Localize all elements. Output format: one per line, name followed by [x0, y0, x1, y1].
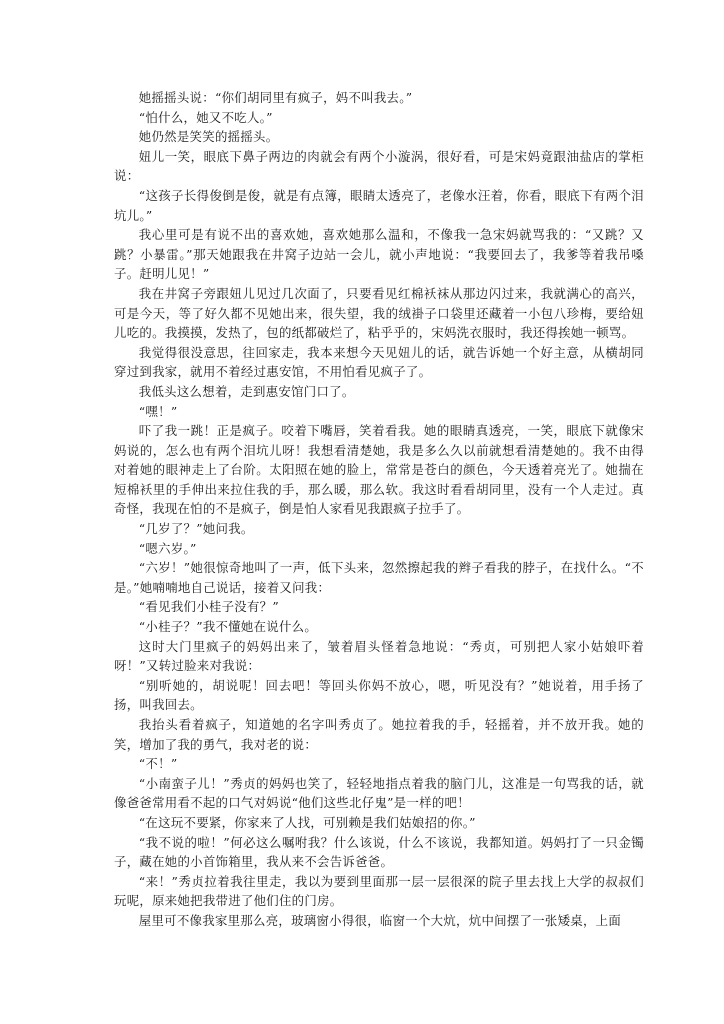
paragraph: “小南蛮子儿！”秀贞的妈妈也笑了，轻轻地指点着我的脑门儿，这准是一句骂我的话，就像爸爸常用看不起的口气对妈说“他们这些北仔鬼”是一样的吧！ — [114, 775, 644, 811]
paragraph: 她仍然是笑笑的摇摇头。 — [138, 129, 279, 145]
paragraph: 我低头这么想着，走到惠安馆门口了。 — [138, 383, 355, 399]
paragraph: “嗯六岁。” — [138, 540, 197, 556]
paragraph: 这时大门里疯子的妈妈出来了，皱着眉头怪着急地说：“秀贞，可别把人家小姑娘吓着呀！”又转过脸来对我说： — [114, 638, 644, 674]
paragraph: “怕什么，她又不吃人。” — [138, 109, 273, 125]
paragraph: “六岁！”她很惊奇地叫了一声，低下头来，忽然擦起我的辫子看我的脖子，在找什么。“不是。”她喃喃地自己说话，接着又问我： — [114, 560, 644, 595]
paragraph: 她摇摇头说：“你们胡同里有疯子，妈不叫我去。” — [138, 90, 413, 105]
paragraph: “看见我们小桂子没有？” — [138, 599, 279, 615]
paragraph: “来！”秀贞拉着我往里走，我以为要到里面那一层一层很深的院子里去找上大学的叔叔们玩呢，原来她把我带进了他们住的门房。 — [114, 873, 644, 909]
paragraph: “别听她的，胡说呢！回去吧！等回头你妈不放心，嗯，听见没有？”她说着，用手扬了扬，叫我回去。 — [114, 677, 644, 713]
paragraph: 我在井窝子旁跟妞儿见过几次面了，只要看见红棉袄袜从那边闪过来，我就满心的高兴，可是今天，等了好久都不见她出来，很失望，我的绒褂子口袋里还藏着一小包八珍梅，要给妞儿吃的。我摸摸，发热了，包的纸都破烂了，粘乎乎的，宋妈洗衣服时，我还得挨她一顿骂。 — [114, 285, 644, 341]
paragraph: “不！” — [138, 756, 178, 772]
paragraph: “这孩子长得俊倒是俊，就是有点簿，眼睛太透亮了，老像水汪着，你看，眼底下有两个泪坑儿。” — [114, 187, 644, 223]
story-text — [114, 88, 644, 931]
paragraph: 我抬头看着疯子，知道她的名字叫秀贞了。她拉着我的手，轻摇着，并不放开我。她的笑，增加了我的勇气，我对老的说： — [114, 717, 644, 752]
paragraph: 我心里可是有说不出的喜欢她，喜欢她那么温和，不像我一急宋妈就骂我的：“又跳？又跳？小暴雷。”那天她跟我在井窝子边站一会儿，就小声地说：“我要回去了，我爹等着我吊嗓子。赶明儿见！” — [114, 227, 644, 282]
paragraph: 吓了我一跳！正是疯子。咬着下嘴唇，笑着看我。她的眼睛真透亮，一笑，眼底下就像宋妈说的，怎么也有两个泪坑儿呀！我想看清楚她，我是多么久以前就想看清楚她的。我不由得对着她的眼神走上了台阶。太阳照在她的脸上，常常是苍白的颜色，今天透着亮光了。她揣在短棉袄里的手伸出来拉住我的手，那么暖，那么软。我这时看看胡同里，没有一个人走过。真奇怪，我现在怕的不是疯子，倒是怕人家看见我跟疯子拉手了。 — [114, 423, 644, 517]
paragraph: 屋里可不像我家里那么亮，玻璃窗小得很，临窗一个大炕，炕中间摆了一张矮桌，上面 — [138, 912, 622, 928]
paragraph: “嘿！” — [138, 403, 178, 419]
paragraph: “我不说的啦！”何必这么嘱咐我？什么该说，什么不该说，我都知道。妈妈打了一只金镯子，藏在她的小首饰箱里，我从来不会告诉爸爸。 — [114, 834, 644, 870]
paragraph: “小桂子？”我不懂她在说什么。 — [138, 619, 318, 635]
paragraph: 我觉得很没意思，往回家走，我本来想今天见妞儿的话，就告诉她一个好主意，从横胡同穿过到我家，就用不着经过惠安馆，不用怕看见疯子了。 — [114, 344, 644, 380]
paragraph: 妞儿一笑，眼底下鼻子两边的肉就会有两个小漩涡，很好看，可是宋妈竟跟油盐店的掌柜说： — [114, 148, 644, 184]
paragraph: “几岁了？”她问我。 — [138, 521, 254, 537]
paragraph: “在这玩不要紧，你家来了人找，可别赖是我们姑娘招的你。” — [138, 814, 476, 830]
